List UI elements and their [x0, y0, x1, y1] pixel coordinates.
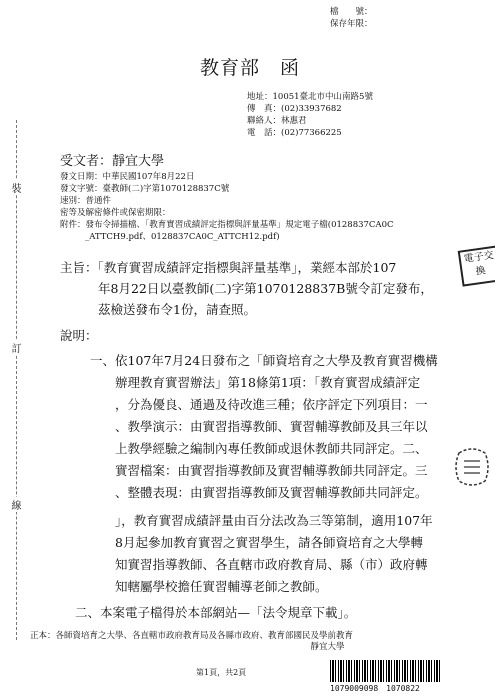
exchange-stamp	[458, 245, 495, 286]
item-1-line-1: 一、依107年7月24日發布之「師資培育之大學及教育實習機構	[90, 353, 438, 368]
subject-line-3: 茲檢送發布令1份，請查照。	[98, 302, 256, 317]
attachment-line-2: _ATTCH9.pdf、0128837CA0C_ATTCH12.pdf)	[85, 232, 280, 242]
item-1-line-4: 、教學演示：由實習指導教師、實習輔導教師及具三年以	[115, 419, 428, 434]
item-1-line-8: 」，教育實習成績評量由百分法改為三等第制，適用107年	[115, 513, 433, 528]
issue-number: 發文字號：臺教師(二)字第1070128837C號	[60, 184, 230, 194]
barcode	[330, 660, 440, 682]
cc-line-1: 正本：各師資培育之大學、各直轄市政府教育局及各縣市政府、教育部國民及學前教育	[30, 631, 354, 641]
contact-fax: 傳 真：(02)33937682	[247, 104, 342, 114]
item-1-line-7: 、整體表現：由實習指導教師及實習輔導教師共同評定。	[115, 485, 428, 500]
item-1-line-3: ，分為優良、通過及待改進三種；依序評定下列項目：一	[115, 397, 428, 412]
recipient: 受文者：靜宜大學	[60, 154, 165, 169]
item-1-line-9: 8月起參加教育實習之實習學生，請各師資培育之大學轉	[115, 535, 423, 550]
item-1-line-5: 上教學經驗之編制內專任教師或退休教師共同評定。二、	[115, 441, 428, 456]
binding-line	[16, 120, 17, 640]
security-level: 密等及解密條件或保密期限：	[60, 208, 171, 218]
issue-date: 發文日期：中華民國107年8月22日	[60, 172, 195, 182]
contact-person: 聯絡人：林惠君	[247, 116, 307, 126]
subject-line-1: 主旨：「教育實習成績評定指標與評量基準」，業經本部於107	[60, 260, 397, 275]
item-1-line-10: 知實習指導教師、各直轄市政府教育局、縣（市）政府轉	[115, 557, 428, 572]
subject-line-2: 年8月22日以臺教師(二)字第1070128837B號令訂定發布，	[98, 281, 433, 296]
page-number: 第1頁，共2頁	[196, 668, 247, 677]
speed-class: 速別：普通件	[60, 196, 112, 206]
file-number-label: 檔 號：	[330, 7, 373, 17]
retention-label: 保存年限：	[330, 19, 373, 29]
item-1-line-2: 辦理教育實習辦法」第18條第1項：「教育實習成績評定	[115, 375, 421, 390]
binding-mark-bind: 裝	[10, 180, 23, 195]
contact-address: 地址：10051臺北市中山南路5號	[247, 92, 373, 102]
attachment-line-1: 附件：發布令掃描檔、「教育實習成績評定指標與評量基準」規定電子檔(0128837CA0C	[60, 220, 394, 230]
document-title: 教育部 函	[200, 57, 301, 79]
item-1-line-6: 實習檔案：由實習指導教師及實習輔導教師共同評定。三	[115, 463, 428, 478]
explanation-label: 說明：	[60, 328, 98, 343]
contact-phone: 電 話：(02)77366225	[247, 128, 342, 138]
barcode-text: 1079009098 1070822	[330, 684, 420, 693]
binding-mark-staple: 訂	[10, 340, 23, 355]
binding-mark-line: 線	[10, 497, 23, 512]
item-2: 二、本案電子檔得於本部網站—「法令規章下載」。	[75, 605, 357, 620]
seal-mark	[455, 447, 489, 487]
stamp-text: 電子交換	[463, 250, 495, 278]
item-1-line-11: 知轄屬學校擔任實習輔導老師之教師。	[115, 579, 328, 594]
cc-line-2: 靜宜大學	[285, 642, 345, 652]
